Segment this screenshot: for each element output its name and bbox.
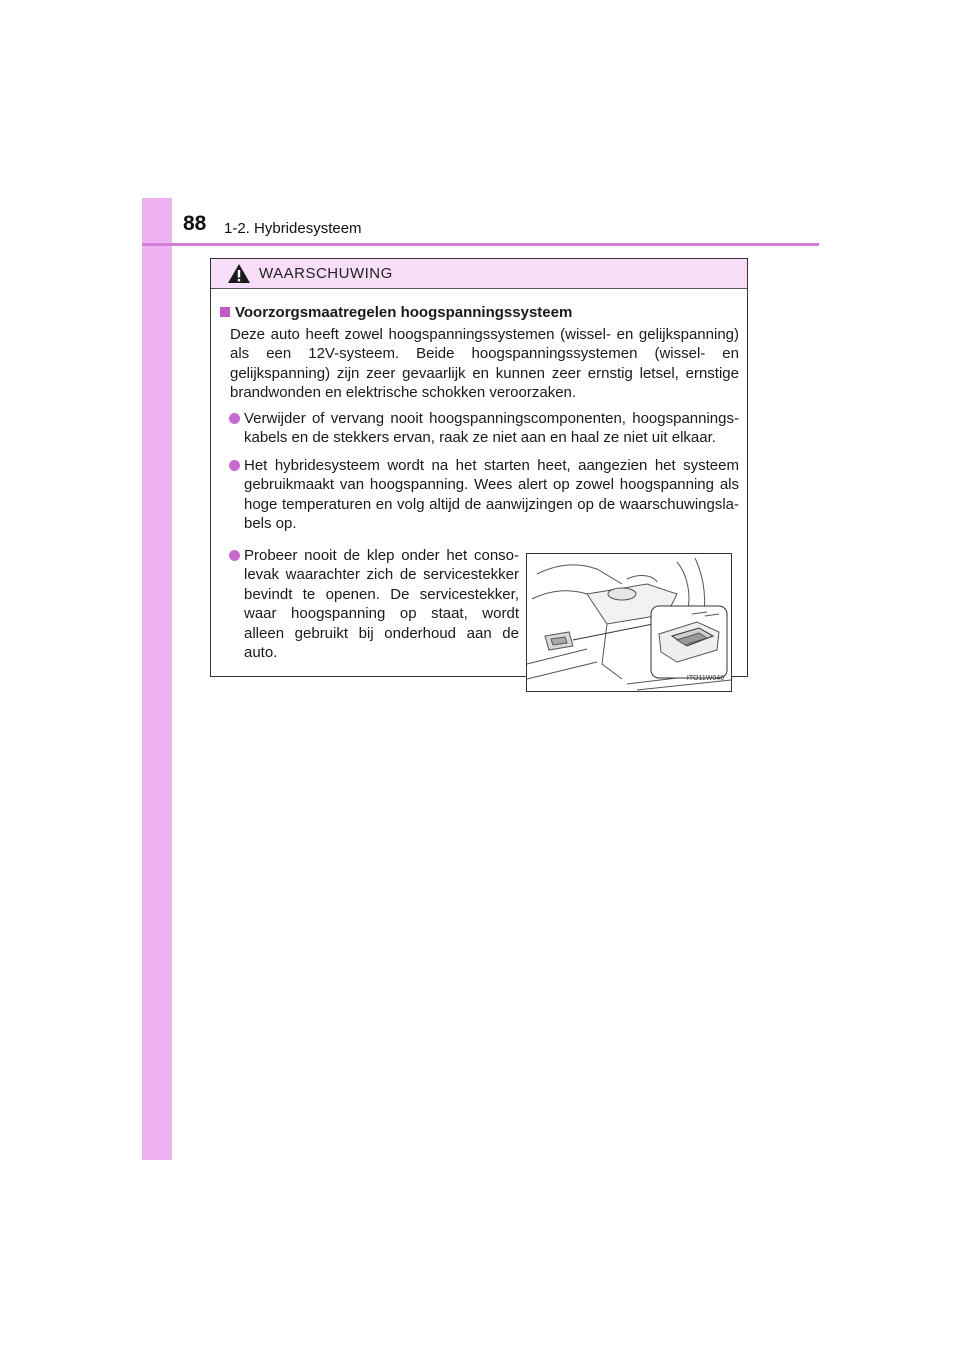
round-bullet-icon bbox=[229, 550, 240, 561]
warning-triangle-icon bbox=[227, 263, 251, 284]
square-bullet-icon bbox=[220, 307, 230, 317]
warning-heading bbox=[220, 303, 739, 323]
figure-code: ITO11W046 bbox=[686, 674, 724, 682]
warning-header bbox=[211, 259, 747, 289]
service-plug-illustration bbox=[526, 553, 732, 692]
list-item bbox=[220, 409, 739, 448]
round-bullet-icon bbox=[229, 460, 240, 471]
list-item-text: Verwijder of vervang nooit hoogspanningscomponenten, hoogspannings-kabels en de stekkers ervan, raak ze niet aan en haal ze niet uit elkaar. bbox=[244, 409, 739, 446]
section-title: 1-2. Hybridesysteem bbox=[224, 220, 362, 237]
side-tab-strip bbox=[142, 198, 172, 1160]
warning-box bbox=[210, 258, 748, 682]
warning-label: WAARSCHUWING bbox=[259, 265, 393, 282]
warning-heading-text: Voorzorgsmaatregelen hoogspanningssysteem bbox=[235, 304, 573, 321]
list-item-text: Probeer nooit de klep onder het conso-levak waarachter zich de servicestekker bevindt te openen. De servicestekker, waar hoogspanning op staat, wordt alleen gebruikt bij onderhoud aan de auto. bbox=[244, 546, 519, 661]
list-item bbox=[220, 546, 519, 663]
warning-intro: Deze auto heeft zowel hoogspanningssystemen (wissel- en gelijkspanning) als een 12V-systeem. Beide hoogspanningssystemen (wissel- en gelijkspanning) zijn zeer gevaarlijk en kunnen zeer ernstig letsel, ernstige brandwonden en elektrische schokken veroorzaken. bbox=[230, 325, 739, 401]
warning-body bbox=[211, 289, 747, 682]
list-item bbox=[220, 456, 739, 534]
header-rule bbox=[142, 243, 819, 246]
round-bullet-icon bbox=[229, 413, 240, 424]
page-number: 88 bbox=[183, 212, 207, 235]
list-item-text: Het hybridesysteem wordt na het starten heet, aangezien het systeem gebruikmaakt van hoogspanning. Wees alert op zowel hoogspanning als hoge temperaturen en volg altijd de aanwijzingen op de waarschuwingsla-bels op. bbox=[244, 456, 739, 532]
